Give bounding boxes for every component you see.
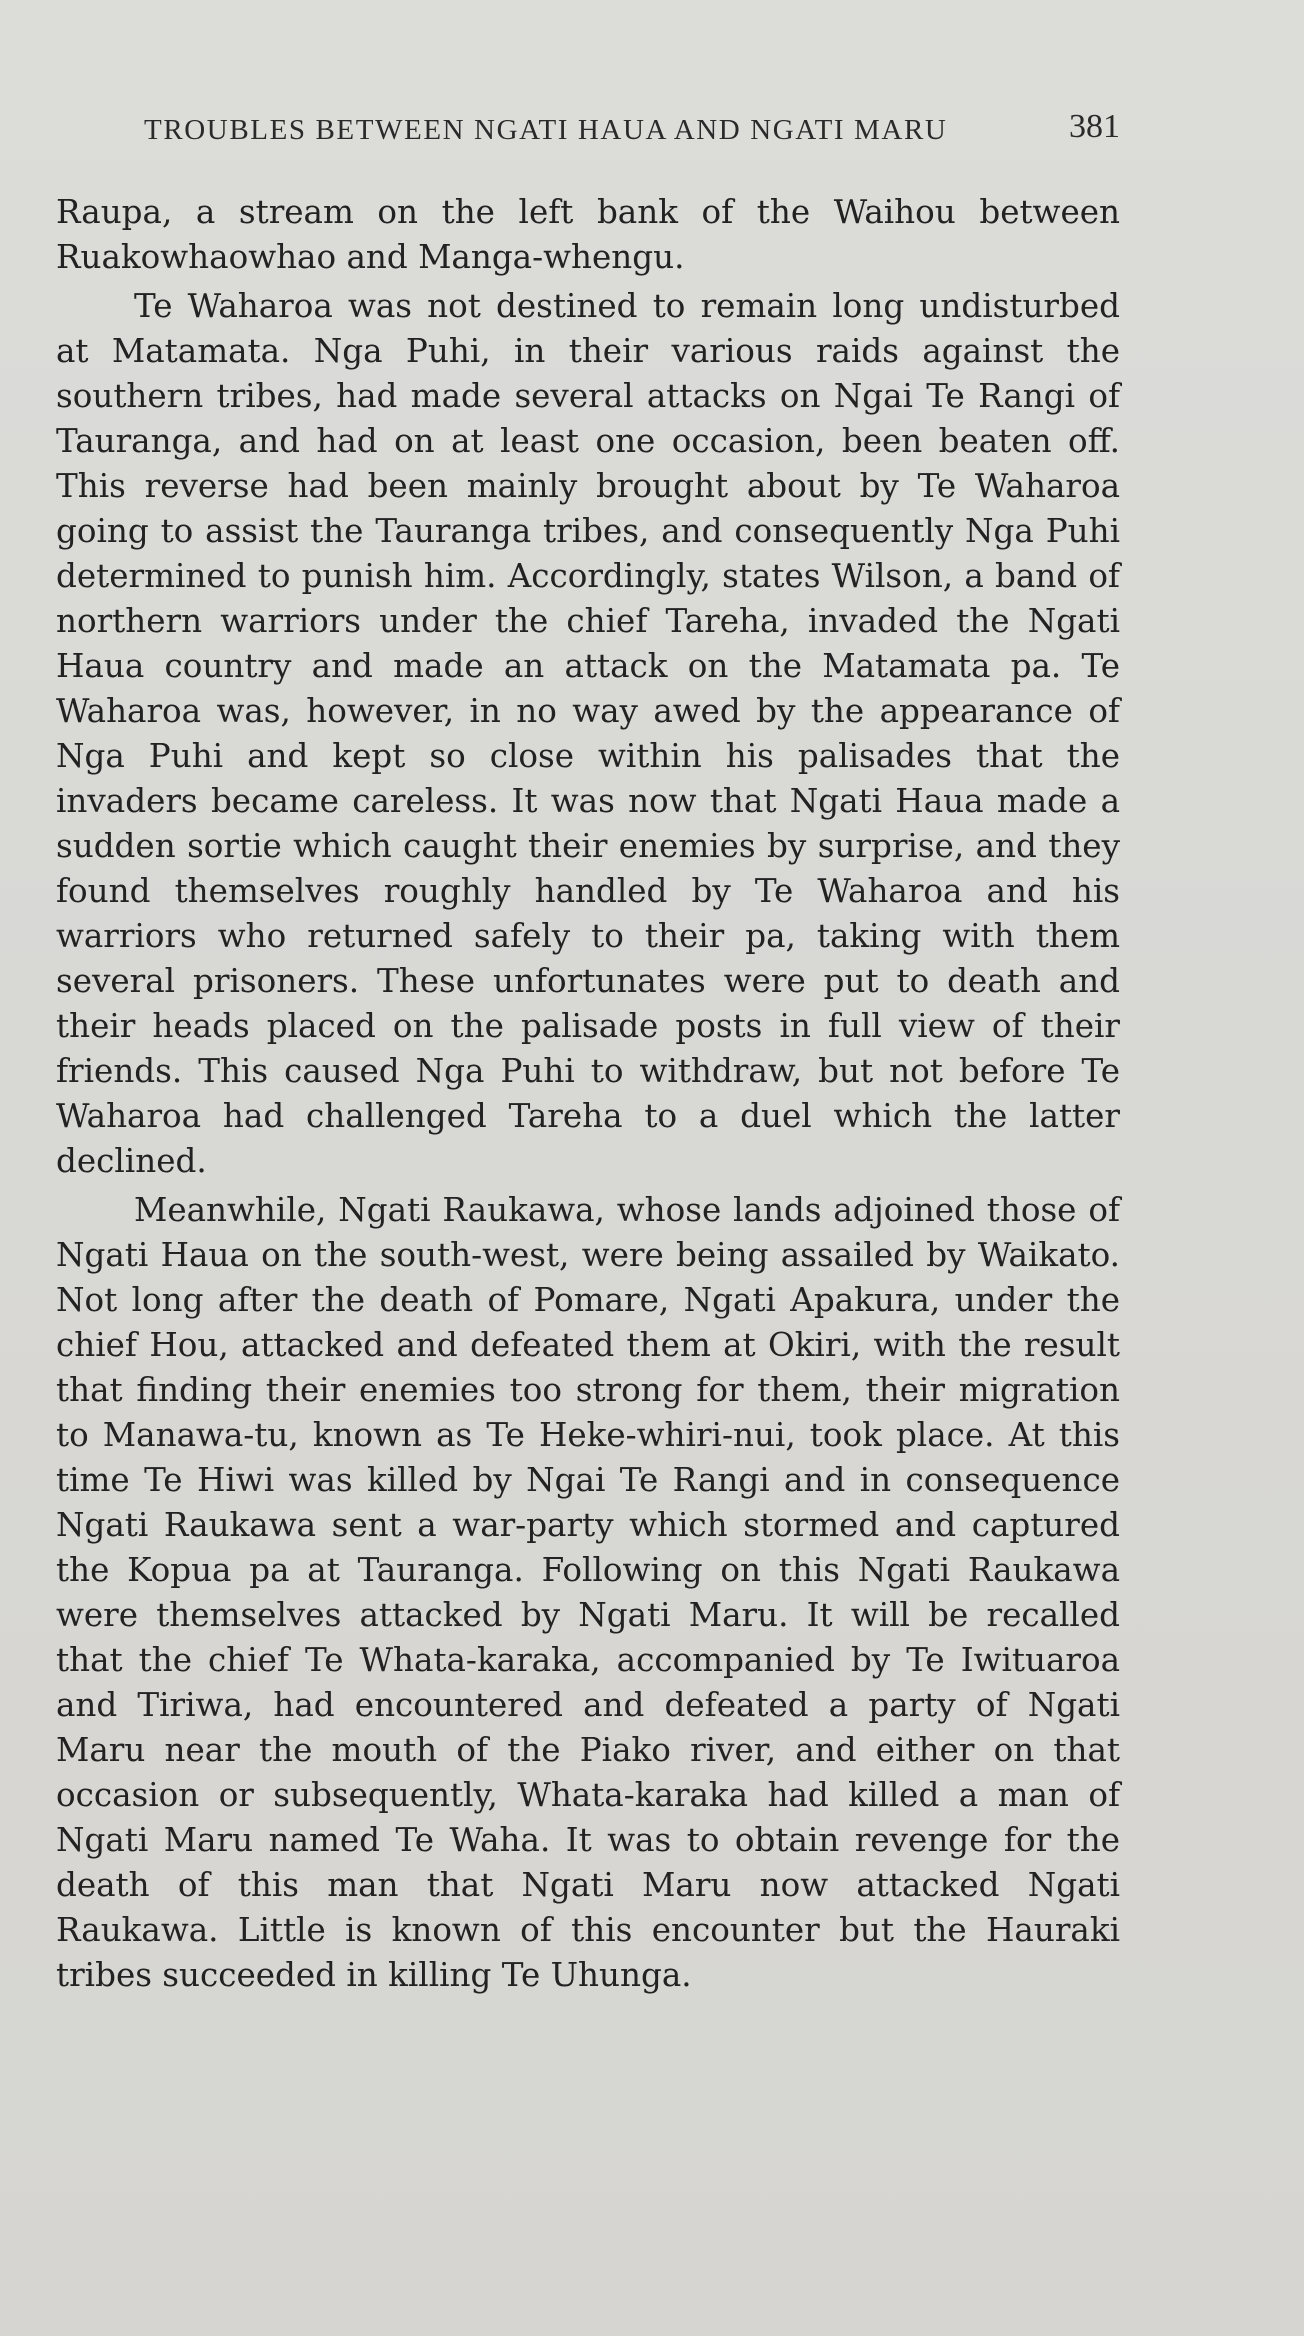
page-number: 381	[1069, 108, 1120, 145]
body-text	[56, 190, 1120, 1998]
paragraph-2: Te Waharoa was not destined to remain long undisturbed at Matamata. Nga Puhi, in their various raids against the southern tribes, had made several attacks on Ngai Te Rangi of Tauranga, and had on at least one occasion, been beaten off. This reverse had been mainly brought about by Te Waharoa going to assist the Tauranga tribes, and consequently Nga Puhi determined to punish him. Accordingly, states Wilson, a band of northern warriors under the chief Tareha, invaded the Ngati Haua country and made an attack on the Matamata pa. Te Waharoa was, however, in no way awed by the appearance of Nga Puhi and kept so close within his palisades that the invaders became careless. It was now that Ngati Haua made a sudden sortie which caught their enemies by surprise, and they found themselves roughly handled by Te Waharoa and his warriors who returned safely to their pa, taking with them several prisoners. These unfortunates were put to death and their heads placed on the palisade posts in full view of their friends. This caused Nga Puhi to withdraw, but not before Te Waharoa had challenged Tareha to a duel which the latter declined.	[56, 287, 1120, 1180]
book-page	[56, 100, 1120, 2002]
paragraph-1: Raupa, a stream on the left bank of the Waihou between Ruakowhaowhao and Manga-whengu.	[56, 193, 1120, 276]
running-head	[56, 100, 1120, 160]
running-title: TROUBLES BETWEEN NGATI HAUA AND NGATI MARU	[144, 114, 948, 146]
paragraph-3: Meanwhile, Ngati Raukawa, whose lands adjoined those of Ngati Haua on the south-west, were being assailed by Waikato. Not long after the death of Pomare, Ngati Apakura, under the chief Hou, attacked and defeated them at Okiri, with the result that finding their enemies too strong for them, their migration to Manawa-tu, known as Te Heke-whiri-nui, took place. At this time Te Hiwi was killed by Ngai Te Rangi and in consequence Ngati Raukawa sent a war-party which stormed and captured the Kopua pa at Tauranga. Following on this Ngati Raukawa were themselves attacked by Ngati Maru. It will be recalled that the chief Te Whata-karaka, accompanied by Te Iwituaroa and Tiriwa, had encountered and defeated a party of Ngati Maru near the mouth of the Piako river, and either on that occasion or subsequently, Whata-karaka had killed a man of Ngati Maru named Te Waha. It was to obtain revenge for the death of this man that Ngati Maru now attacked Ngati Raukawa. Little is known of this encounter but the Hauraki tribes succeeded in killing Te Uhunga.	[56, 1191, 1120, 1994]
